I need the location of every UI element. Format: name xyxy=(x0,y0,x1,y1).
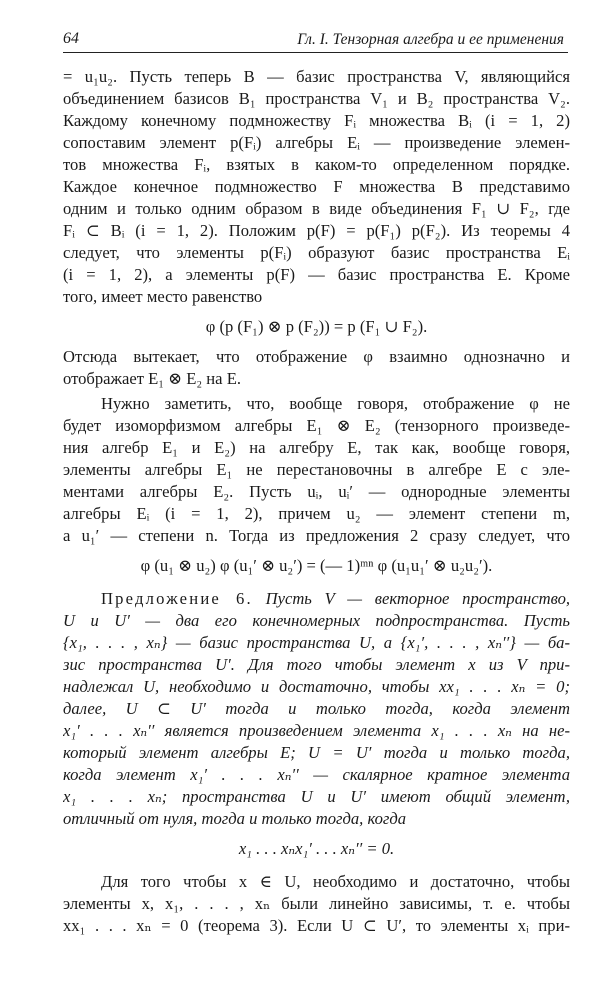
text-line: Отсюда вытекает, что отображение φ взаимно однозначно и xyxy=(63,347,570,366)
proposition-line: x₁′ . . . xₙ′′ является произведением элемента x₁ . . . xₙ на не- xyxy=(63,721,570,740)
text-line: того, имеет место равенство xyxy=(63,287,263,306)
text-line: одним и только одним образом в виде объединения F₁ ∪ F₂, где xyxy=(63,199,570,218)
proposition-line: когда элемент x₁′ . . . xₙ′′ — скалярное кратное элемента xyxy=(63,765,570,784)
text-line: Нужно заметить, что, вообще говоря, отображение φ не xyxy=(101,394,570,413)
text-line: будет изоморфизмом алгебры E₁ ⊗ E₂ (тензорного произведе- xyxy=(63,416,570,435)
proposition-line: отличный от нуля, тогда и только тогда, когда xyxy=(63,809,407,828)
proposition-text: Пусть V — векторное пространство, xyxy=(265,589,570,608)
page-header xyxy=(63,30,568,53)
text-line: элементы алгебры E₁ не перестановочны в алгебре E с эле- xyxy=(63,460,570,479)
text-line: следует, что элементы p(Fᵢ) образуют базис пространства Eᵢ xyxy=(63,243,570,262)
proposition-line: {x₁, . . . , xₙ} — базис пространства U, а {x₁′, . . . , xₙ′′} — ба- xyxy=(63,633,570,652)
text-line: (i = 1, 2), а элементы p(F) — базис пространства E. Кроме xyxy=(63,265,570,284)
running-title: Гл. I. Тензорная алгебра и ее применения xyxy=(297,31,564,48)
text-line: = u₁u₂. Пусть теперь B — базис пространства V, являющийся xyxy=(63,67,570,86)
page-number: 64 xyxy=(63,30,79,47)
proposition-label: Предложение 6. xyxy=(101,589,253,608)
display-formula-2: φ (u₁ ⊗ u₂) φ (u₁′ ⊗ u₂′) = (— 1)ᵐⁿ φ (u₁u₁′ ⊗ u₂u₂′). xyxy=(140,556,493,575)
proposition-first-line xyxy=(63,588,570,610)
text-line: алгебры Eᵢ (i = 1, 2), причем u₂ — элемент степени m, xyxy=(63,504,570,523)
proposition-line: x₁ . . . xₙ; пространства U и U′ имеют общий элемент, xyxy=(63,787,570,806)
text-line: ментами алгебры E₂. Пусть uᵢ, uᵢ′ — однородные элементы xyxy=(63,482,570,501)
text-line: Fᵢ ⊂ Bᵢ (i = 1, 2). Положим p(F) = p(F₁) p(F₂). Из теоремы 4 xyxy=(63,221,570,240)
text-line: отображает E₁ ⊗ E₂ на E. xyxy=(63,369,241,388)
text-line: а u₁′ — степени n. Тогда из предложения 2 сразу следует, что xyxy=(63,526,570,545)
proposition-line: далее, U ⊂ U′ тогда и только тогда, когда элемент xyxy=(63,699,570,718)
proposition-line: зис пространства U′. Для того чтобы элемент x из V при- xyxy=(63,655,570,674)
proposition-line: надлежал U, необходимо и достаточно, чтобы xx₁ . . . xₙ = 0; xyxy=(63,677,570,696)
text-line: Каждое конечное подмножество F множества B представимо xyxy=(63,177,570,196)
text-line: элементы x, x₁, . . . , xₙ были линейно зависимы, т. е. чтобы xyxy=(63,894,570,913)
text-line: Каждому конечному подмножеству Fᵢ множества Bᵢ (i = 1, 2) xyxy=(63,111,570,130)
text-line: Для того чтобы x ∈ U, необходимо и достаточно, чтобы xyxy=(101,872,570,891)
text-line: ния алгебр E₁ и E₂) на алгебру E, так как, вообще говоря, xyxy=(63,438,570,457)
text-line: объединением базисов B₁ пространства V₁ и B₂ пространства V₂. xyxy=(63,89,570,108)
display-formula-1: φ (p (F₁) ⊗ p (F₂)) = p (F₁ ∪ F₂). xyxy=(205,317,428,336)
text-line: xx₁ . . . xₙ = 0 (теорема 3). Если U ⊂ U′, то элементы xᵢ при- xyxy=(63,916,570,935)
proposition-line: который элемент алгебры E; U = U′ тогда и только тогда, xyxy=(63,743,570,762)
text-line: тов множества Fᵢ, взятых в каком-то определенном порядке. xyxy=(63,155,570,174)
proposition-line: U и U′ — два его конечномерных подпространства. Пусть xyxy=(63,611,570,630)
text-line: сопоставим элемент p(Fᵢ) алгебры Eᵢ — произведение элемен- xyxy=(63,133,570,152)
display-formula-3: x₁ . . . xₙx₁′ . . . xₙ′′ = 0. xyxy=(238,839,395,858)
